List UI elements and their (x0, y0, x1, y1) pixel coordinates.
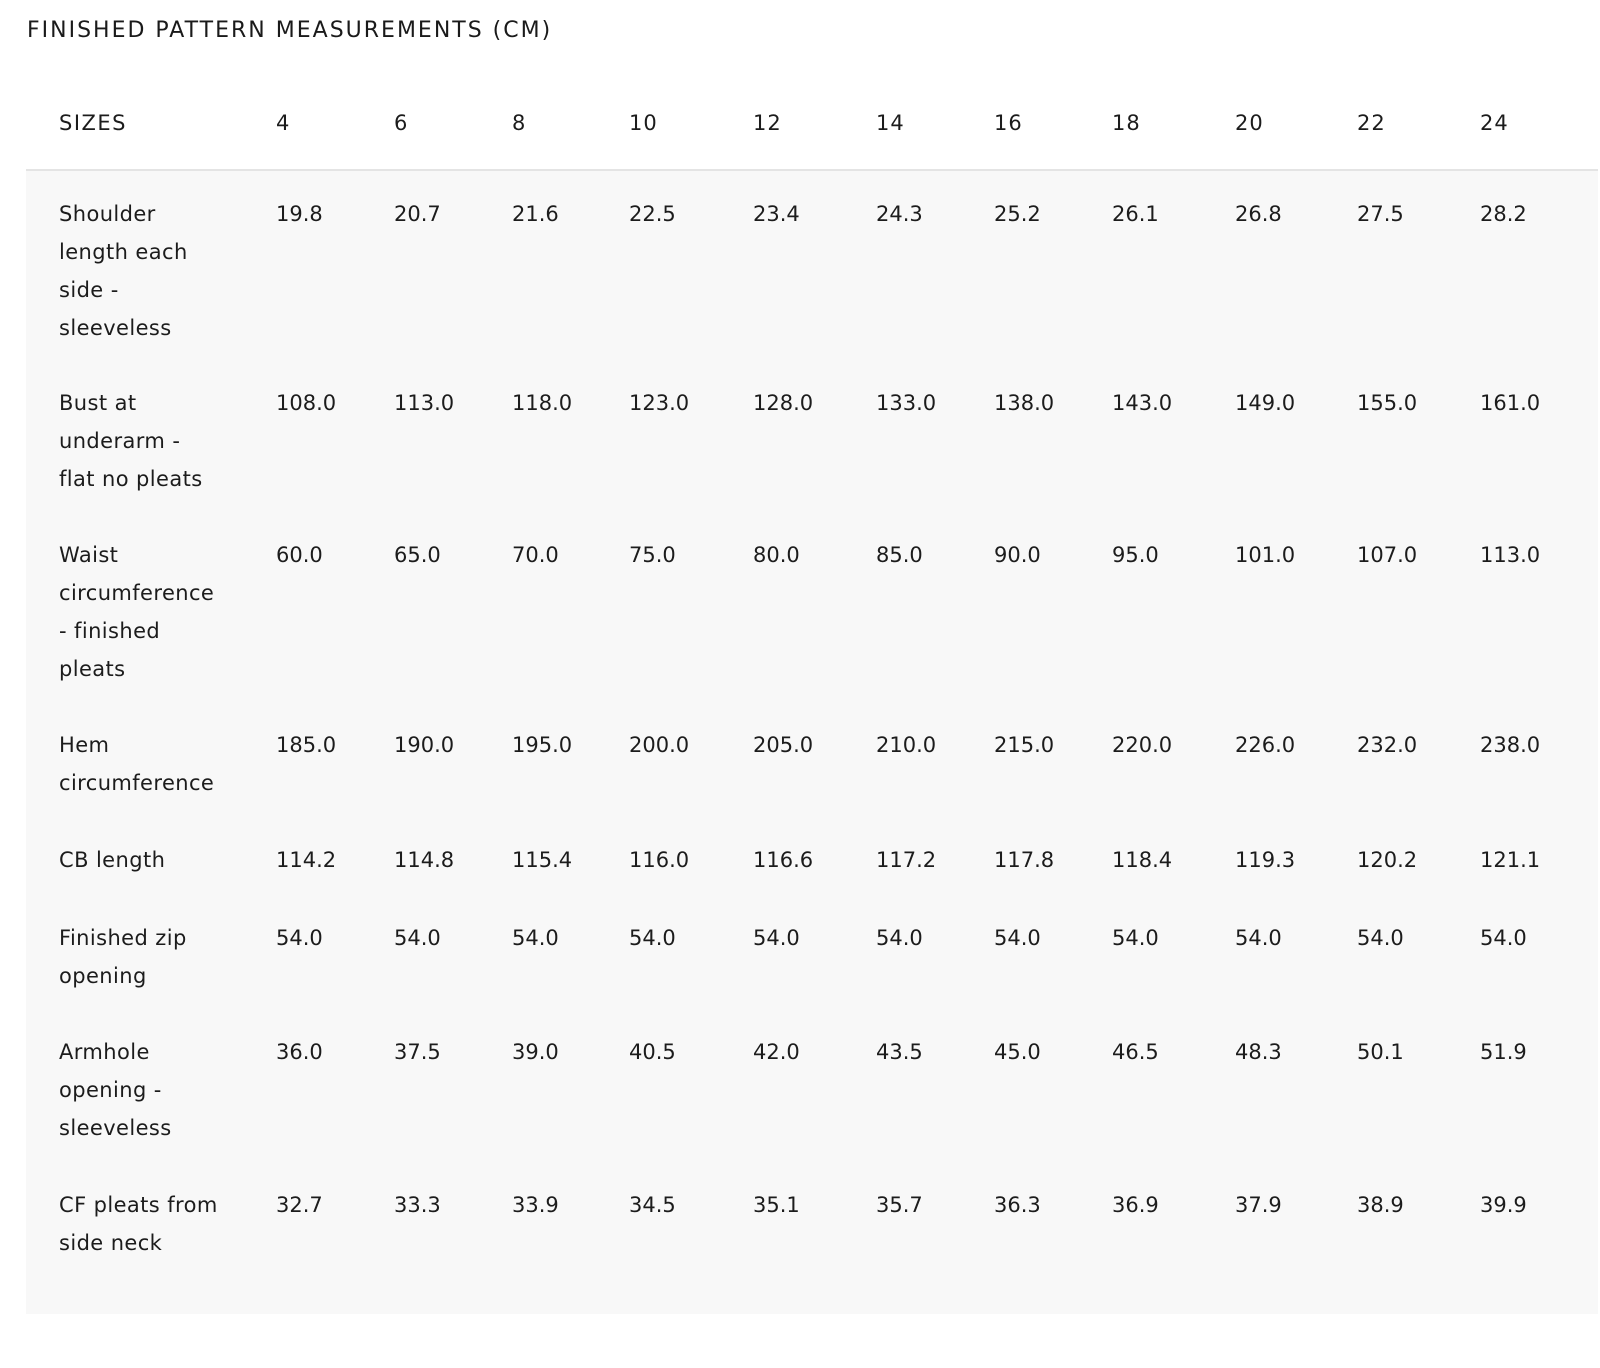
row-label-text: CB length (59, 848, 166, 872)
table-row (26, 1162, 1598, 1314)
table-cell: 54.0 (1480, 926, 1527, 950)
table-cell: 138.0 (994, 391, 1055, 415)
table-cell: 54.0 (394, 926, 441, 950)
table-cell: 45.0 (994, 1040, 1041, 1064)
table-cell: 70.0 (512, 543, 559, 567)
row-label-text: Waist circumference - finished pleats (59, 543, 215, 681)
table-cell: 21.6 (512, 202, 559, 226)
table-cell: 48.3 (1235, 1040, 1282, 1064)
table-cell: 26.1 (1112, 202, 1159, 226)
table-cell: 33.3 (394, 1193, 441, 1217)
size-header: 6 (394, 110, 409, 135)
table-cell: 115.4 (512, 848, 573, 872)
table-cell: 185.0 (276, 733, 337, 757)
table-cell: 118.4 (1112, 848, 1173, 872)
table-row (26, 170, 1598, 360)
table-cell: 117.8 (994, 848, 1055, 872)
table-cell: 20.7 (394, 202, 441, 226)
table-cell: 85.0 (876, 543, 923, 567)
row-label (26, 1009, 276, 1162)
table-cell: 19.8 (276, 202, 323, 226)
table-cell: 39.0 (512, 1040, 559, 1064)
table-cell: 210.0 (876, 733, 937, 757)
table-cell: 113.0 (1480, 543, 1541, 567)
row-label (26, 895, 276, 1009)
row-label-text: Finished zip opening (59, 926, 187, 988)
table-cell: 39.9 (1480, 1193, 1527, 1217)
table-cell: 43.5 (876, 1040, 923, 1064)
table-cell: 28.2 (1480, 202, 1527, 226)
table-cell: 23.4 (753, 202, 800, 226)
row-label-text: Hem circumference (59, 733, 215, 795)
row-label (26, 512, 276, 702)
table-cell: 90.0 (994, 543, 1041, 567)
table-cell: 34.5 (629, 1193, 676, 1217)
row-label (26, 702, 276, 817)
table-cell: 50.1 (1357, 1040, 1404, 1064)
table-cell: 54.0 (512, 926, 559, 950)
table-cell: 54.0 (276, 926, 323, 950)
table-cell: 51.9 (1480, 1040, 1527, 1064)
table-cell: 54.0 (1112, 926, 1159, 950)
table-cell: 117.2 (876, 848, 937, 872)
table-cell: 232.0 (1357, 733, 1418, 757)
table-cell: 54.0 (1235, 926, 1282, 950)
row-label (26, 817, 276, 895)
table-row (26, 360, 1598, 512)
table-cell: 40.5 (629, 1040, 676, 1064)
table-header (26, 76, 1598, 170)
row-label-text: Bust at underarm - flat no pleats (59, 391, 203, 491)
size-header: 16 (994, 110, 1023, 135)
row-label (26, 1162, 276, 1314)
table-row (26, 702, 1598, 817)
table-cell: 118.0 (512, 391, 573, 415)
table-cell: 108.0 (276, 391, 337, 415)
table-cell: 226.0 (1235, 733, 1296, 757)
table-cell: 220.0 (1112, 733, 1173, 757)
table-cell: 54.0 (1357, 926, 1404, 950)
table-cell: 123.0 (629, 391, 690, 415)
table-cell: 120.2 (1357, 848, 1418, 872)
table-cell: 195.0 (512, 733, 573, 757)
table-cell: 107.0 (1357, 543, 1418, 567)
table-cell: 60.0 (276, 543, 323, 567)
table-cell: 114.2 (276, 848, 337, 872)
table-cell: 75.0 (629, 543, 676, 567)
table-cell: 24.3 (876, 202, 923, 226)
table-cell: 65.0 (394, 543, 441, 567)
table-cell: 190.0 (394, 733, 455, 757)
measurements-table (26, 76, 1598, 1314)
table-cell: 36.9 (1112, 1193, 1159, 1217)
table-cell: 27.5 (1357, 202, 1404, 226)
table-cell: 155.0 (1357, 391, 1418, 415)
table-cell: 25.2 (994, 202, 1041, 226)
size-header: 24 (1480, 110, 1509, 135)
table-cell: 133.0 (876, 391, 937, 415)
table-cell: 205.0 (753, 733, 814, 757)
size-header: 20 (1235, 110, 1264, 135)
table-cell: 149.0 (1235, 391, 1296, 415)
table-cell: 238.0 (1480, 733, 1541, 757)
table-cell: 54.0 (629, 926, 676, 950)
table-cell: 36.3 (994, 1193, 1041, 1217)
row-label (26, 170, 276, 360)
table-cell: 95.0 (1112, 543, 1159, 567)
table-cell: 36.0 (276, 1040, 323, 1064)
table-cell: 215.0 (994, 733, 1055, 757)
table-row (26, 895, 1598, 1009)
table-body (26, 170, 1598, 1314)
row-label-text: Armhole opening - sleeveless (59, 1040, 172, 1140)
table-cell: 80.0 (753, 543, 800, 567)
row-label-text: Shoulder length each side - sleeveless (59, 202, 188, 340)
size-header: 8 (512, 110, 527, 135)
table-cell: 114.8 (394, 848, 455, 872)
table-row (26, 817, 1598, 895)
table-cell: 143.0 (1112, 391, 1173, 415)
size-header: 14 (876, 110, 905, 135)
page-title: FINISHED PATTERN MEASUREMENTS (CM) (27, 18, 553, 43)
table-cell: 128.0 (753, 391, 814, 415)
table-cell: 54.0 (994, 926, 1041, 950)
table-cell: 116.0 (629, 848, 690, 872)
row-label-text: CF pleats from side neck (59, 1193, 218, 1255)
size-header: 10 (629, 110, 658, 135)
table-cell: 26.8 (1235, 202, 1282, 226)
table-cell: 35.7 (876, 1193, 923, 1217)
table-cell: 35.1 (753, 1193, 800, 1217)
table-cell: 54.0 (753, 926, 800, 950)
table-cell: 116.6 (753, 848, 814, 872)
table-cell: 38.9 (1357, 1193, 1404, 1217)
table-cell: 121.1 (1480, 848, 1541, 872)
table-cell: 161.0 (1480, 391, 1541, 415)
table-row (26, 1009, 1598, 1162)
table-cell: 22.5 (629, 202, 676, 226)
sizes-header-label: SIZES (59, 110, 128, 135)
table-cell: 33.9 (512, 1193, 559, 1217)
table-cell: 200.0 (629, 733, 690, 757)
table-cell: 46.5 (1112, 1040, 1159, 1064)
table-cell: 113.0 (394, 391, 455, 415)
table-row (26, 512, 1598, 702)
size-header: 22 (1357, 110, 1386, 135)
size-header: 4 (276, 110, 291, 135)
row-label (26, 360, 276, 512)
header-row (26, 76, 1598, 170)
table-cell: 101.0 (1235, 543, 1296, 567)
table-cell: 32.7 (276, 1193, 323, 1217)
measurements-table-wrapper (26, 76, 1578, 1314)
size-header: 18 (1112, 110, 1141, 135)
table-cell: 37.5 (394, 1040, 441, 1064)
table-cell: 54.0 (876, 926, 923, 950)
table-cell: 42.0 (753, 1040, 800, 1064)
size-header: 12 (753, 110, 782, 135)
table-cell: 37.9 (1235, 1193, 1282, 1217)
table-cell: 119.3 (1235, 848, 1296, 872)
